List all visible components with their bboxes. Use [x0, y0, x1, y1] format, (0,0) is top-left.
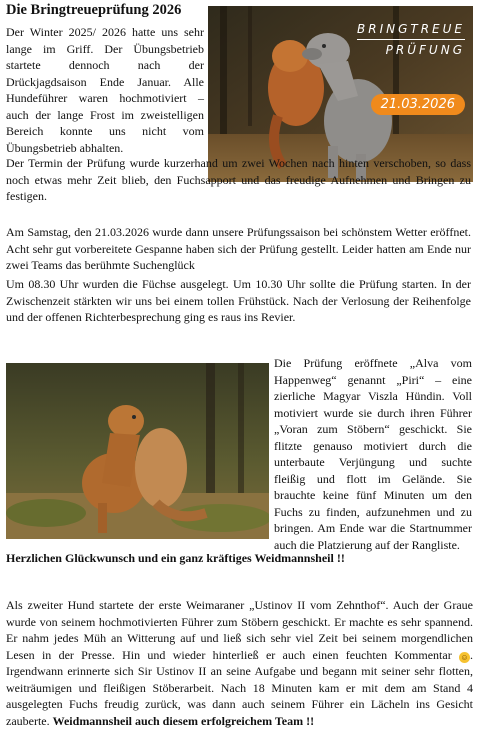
- ustinov-text-b: . Irgendwann erinnerte sich Sir Ustinov II an seine Aufgabe und begann mit seiner sehr flotten, weiträumigen und fleißigen Stöberarbeit. Nach 18 Minuten kam er mit dem am Stand 4 ausgelegten Fuchs freudig zurück, was dann auch seinem Führer ein Lächeln ins Gesicht zauberte.: [6, 647, 473, 728]
- congrats-paragraph: Herzlichen Glückwunsch und ein ganz kräftiges Weidmannsheil !!: [6, 551, 345, 565]
- ustinov-paragraph: [6, 597, 473, 729]
- article-title: Die Bringtreueprüfung 2026: [6, 2, 182, 18]
- date-badge: 21.03.2026: [371, 94, 465, 115]
- ustinov-closing-bold: Weidmannsheil auch diesem erfolgreichem Team !!: [52, 713, 315, 728]
- termin-paragraph: Der Termin der Prüfung wurde kurzerhand um zwei Wochen nach hinten verschoben, so dass noch etwas mehr Zeit blieb, den Fuchsapport und das freudige Aufnehmen und Bringen zu festigen.: [6, 156, 471, 203]
- ustinov-text-a: Als zweiter Hund startete der erste Weimaraner „Ustinov II vom Zehnthof“. Auch der Graue wurde von seinem hochmotivierten Führer zum Stöbern geschickt. Er machte es sehr spannend. Er nahm jedes Müh an Witterung auf und ließ sich sehr viel Zeit bei seinem morgendlichen Lesen in der Presse. Hin und wieder hinterließ er auch einen feuchten Kommentar: [6, 598, 473, 662]
- alva-paragraph: Die Prüfung eröffnete „Alva vom Happenweg“ genannt „Piri“ – eine zierliche Magyar Viszla Hündin. Voll motiviert wurde sie durch ihren Führer „Voran zum Stöbern“ geschickt. Sie flitzte genauso motiviert durch die unterbaute Verjüngung und suchte fleißig und flott im Gelände. Sie brauchte keine fünf Minuten um den Fuchs zu finden, aufzunehmen und zu bringen. Am Ende war die Startnummer auch die Platzierung auf der Rangliste.: [274, 356, 472, 552]
- overlay-rule: [357, 39, 465, 40]
- vizsla-photo: [6, 363, 269, 539]
- uhr-paragraph: Um 08.30 Uhr wurden die Füchse ausgelegt. Um 10.30 Uhr sollte die Prüfung starten. In der Zwischenzeit stärkten wir uns bei einem tollen Frühstück. Nach der Verlosung der Reihenfolge und der offenen Richterbesprechung ging es raus ins Revier.: [6, 277, 471, 324]
- overlay-line-2: PRÜFUNG: [385, 43, 465, 57]
- smiling-face-icon: ☺: [460, 652, 469, 662]
- vizsla-photo-image: [6, 363, 269, 539]
- overlay-line-1: BRINGTREUE: [357, 22, 465, 36]
- bringtreue-overlay: [357, 20, 465, 59]
- samstag-paragraph: Am Samstag, den 21.03.2026 wurde dann unsere Prüfungssaison bei schönstem Wetter eröffnet. Acht sehr gut vorbereitete Gespanne haben sich der Prüfung gestellt. Leider hatten am Ende nur zwei Teams das berühmte Suchenglück: [6, 225, 471, 272]
- intro-paragraph: Der Winter 2025/ 2026 hatte uns sehr lange im Griff. Der Übungsbetrieb startete dennoch nach der Drückjagdsaison Ende Januar. Alle Hundeführer waren hochmotiviert – auch der lange Frost im zweistelligen Bereich konnte uns nicht vom Übungsbetrieb abhalten.: [6, 25, 204, 155]
